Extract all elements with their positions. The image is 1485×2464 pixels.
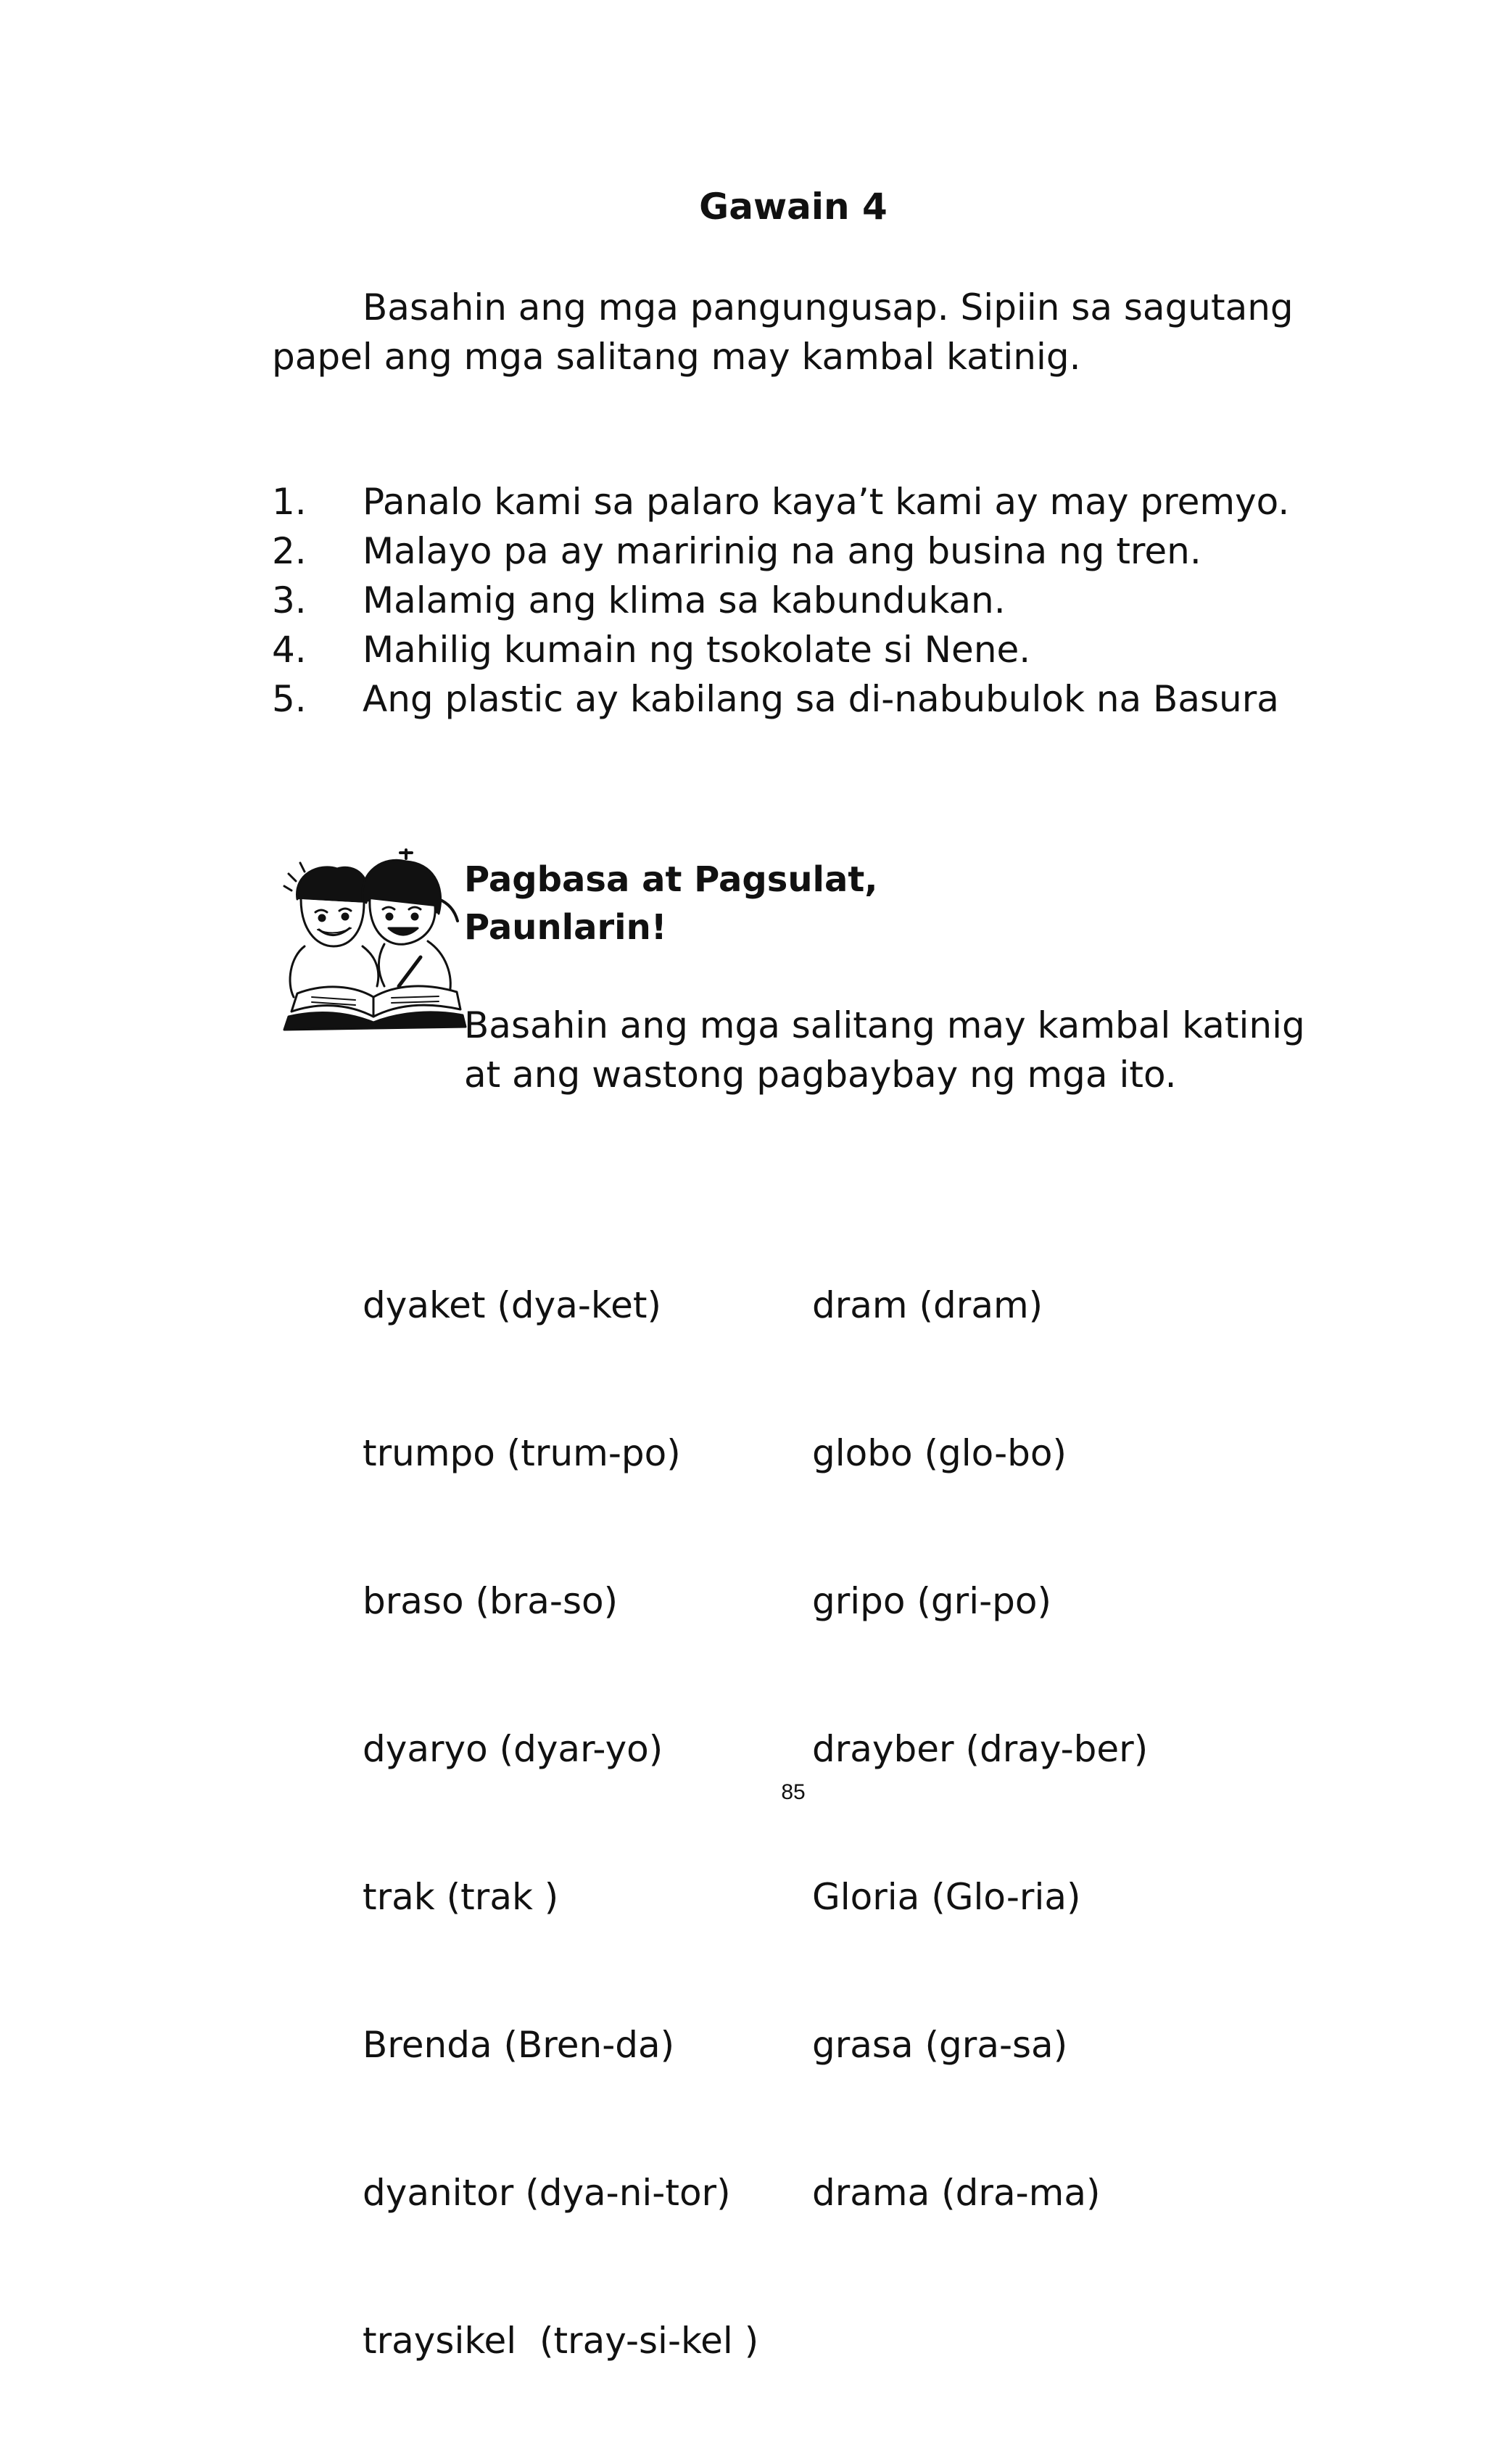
list-item	[272, 477, 1316, 526]
word-column-left	[363, 1182, 758, 2464]
list-item	[272, 674, 1316, 724]
item-number: 5.	[272, 678, 307, 720]
word-entry: drama (dra-ma)	[812, 2172, 1101, 2214]
word-entry: Brenda (Bren-da)	[363, 2024, 675, 2066]
item-text: Mahilig kumain ng tsokolate si Nene.	[363, 629, 1031, 671]
item-number: 3.	[272, 579, 307, 621]
instructions-paragraph: Basahin ang mga pangungusap. Sipiin sa sagutang papel ang mga salitang may kambal katinig.	[272, 286, 1294, 378]
word-entry: trak (trak )	[363, 1876, 559, 1918]
word-entry: dyanitor (dya-ni-tor)	[363, 2172, 731, 2214]
list-item	[272, 526, 1316, 576]
section-heading-line1: Pagbasa at Pagsulat,	[464, 859, 878, 900]
word-entry: globo (glo-bo)	[812, 1432, 1067, 1474]
section-heading-line2: Paunlarin!	[464, 907, 667, 948]
word-entry: Gloria (Glo-ria)	[812, 1876, 1081, 1918]
word-entry: braso (bra-so)	[363, 1580, 619, 1622]
section-instructions: Basahin ang mga salitang may kambal katinig at ang wastong pagbaybay ng mga ito.	[464, 1004, 1305, 1096]
word-entry: dyaryo (dyar-yo)	[363, 1728, 663, 1770]
item-text: Ang plastic ay kabilang sa di-nabubulok na Basura	[363, 678, 1279, 720]
item-number: 1.	[272, 481, 307, 523]
word-entry: gripo (gri-po)	[812, 1580, 1051, 1622]
page-number: 85	[781, 1780, 806, 1804]
list-item	[272, 576, 1316, 625]
word-entry: drayber (dray-ber)	[812, 1728, 1149, 1770]
sentence-list	[272, 477, 1316, 724]
word-entry: traysikel (tray-si-kel )	[363, 2320, 759, 2362]
children-reading-book-icon	[276, 848, 471, 1044]
item-text: Malayo pa ay maririnig na ang busina ng tren.	[363, 530, 1201, 572]
item-text: Panalo kami sa palaro kaya’t kami ay may premyo.	[363, 481, 1290, 523]
word-column-right	[812, 1182, 1148, 2316]
section-heading	[464, 856, 1117, 951]
item-number: 2.	[272, 530, 307, 572]
word-entry: dyaket (dya-ket)	[363, 1284, 661, 1326]
word-entry: trumpo (trum-po)	[363, 1432, 681, 1474]
item-text: Malamig ang klima sa kabundukan.	[363, 579, 1006, 621]
item-number: 4.	[272, 629, 307, 671]
page-title: Gawain 4	[699, 186, 888, 228]
word-entry: dram (dram)	[812, 1284, 1043, 1326]
word-entry: grasa (gra-sa)	[812, 2024, 1068, 2066]
list-item	[272, 625, 1316, 674]
